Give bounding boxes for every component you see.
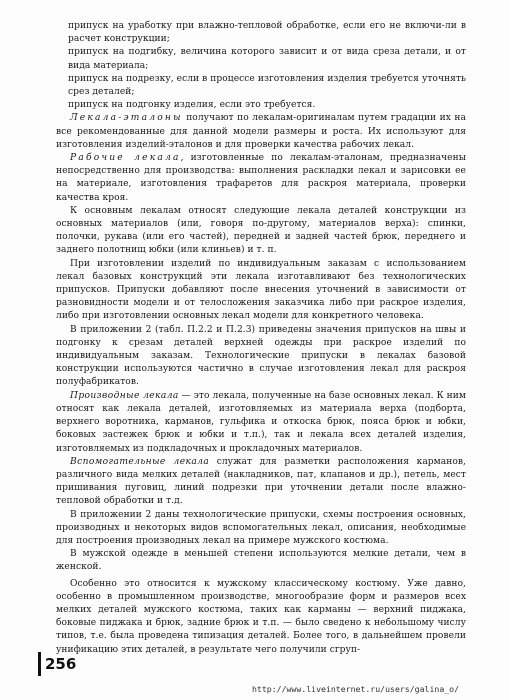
- paragraph: [56, 258, 466, 324]
- page-number: [38, 652, 76, 676]
- paragraph-lead-term: Производные лекала: [70, 390, 179, 401]
- paragraph-text: , изготовленные по лекалам-эталонам, предназначены непосредственно для производства: выполнения раскладки лекал и зарисовки ее на материале, изготовления трафаретов для раскроя материала, проверки качества кроя.: [56, 153, 467, 203]
- paragraph-text: — это лекала, полученные на базе основных лекал. К ним относят как лекала деталей, изготовляемых из материала верха (подборта, верхнего воротника, карманов, гульфика и откоска брюк, пояса брюк и юбки, боковых застежек брюк и юбки и т.п.), так и лекала всех деталей изделия, изготовляемых из подкладочных и прокладочных материалов.: [56, 390, 466, 454]
- paragraph-text: припуск на уработку при влажно-тепловой обработке, если его не включи-ли в расчет конструкции;: [68, 21, 466, 45]
- paragraph-text: В мужской одежде в меньшей степени используются мелкие детали, чем в женской.: [56, 549, 466, 573]
- paragraph: [56, 390, 466, 456]
- paragraph-text: припуск на подрезку, если в процессе изготовления изделия требуется уточнять срез деталей;: [68, 73, 466, 98]
- page-number-text: 256: [45, 655, 77, 673]
- paragraph-text: В приложении 2 (табл. П.2.2 и П.2.3) приведены значения припусков на швы и подгонку к срезам деталей верхней одежды при раскрое изделий по индивидуальным заказам. Технологические припуски в лекалах базовой конструкции используются частично в случае изготовления лекал для раскроя полуфабрикатов.: [56, 324, 466, 388]
- paragraph-text: получают по лекалам-оригиналам путем градации их на все рекомендованные для данной модели размеры и роста. Их используют для изготовления изделий-эталонов и для проверки качества рабочих лекал.: [56, 113, 466, 150]
- paragraph-text: припуск на подгонку изделия, если это требуется.: [68, 100, 316, 111]
- page-number-bar: [38, 652, 41, 676]
- paragraph: [56, 99, 466, 112]
- paragraph: [56, 73, 466, 99]
- paragraph: [56, 578, 466, 657]
- paragraph-lead-term: Вспомогательные лекала: [70, 456, 210, 467]
- paragraph-lead-term: Рабочие лекала: [70, 153, 181, 164]
- paragraph-text: служат для разметки расположения карманов, различного вида мелких деталей (накладников, пат, клапанов и др.), петель, мест пришивания пуговиц, линий подрезки при уточнении детали после влажно-тепловой обработки и т.д.: [56, 456, 467, 507]
- paragraph: [56, 20, 466, 46]
- paragraph: [56, 152, 466, 205]
- paragraph-text: В приложении 2 даны технологические припуски, схемы построения основных, производных и некоторых видов вспомогательных лекал, описания, необходимые для построения производных лекал на примере мужского костюма.: [56, 509, 466, 546]
- paragraph: [56, 46, 466, 72]
- paragraph-text: К основным лекалам относят следующие лекала деталей конструкции из основных материалов (или, говоря по-другому, материалов верха): спинки, полочки, рукава (или его частей), передней и задней частей брюк, переднего и заднего полотнищ юбки (или клиньев) и т. п.: [56, 205, 466, 256]
- paragraph: [56, 205, 466, 258]
- paragraph: [56, 509, 466, 549]
- paragraph: [56, 456, 466, 509]
- paragraph: [56, 548, 466, 574]
- paragraph-lead-term: Лекала-эталоны: [70, 113, 183, 124]
- paragraph-text: Особенно это относится к мужскому классическому костюму. Уже давно, особенно в промышленном производстве, многообразие форм и размеров всех мелких деталей мужского костюма, таких как карманы — верхний пиджака, боковые пиджака и брюк, задние брюк и т.п. — было сведено к небольшому числу типов, т.е. была проведена типизация деталей. Более того, в дальнейшем провели унификацию этих деталей, в результате чего получили сгруп-: [56, 578, 466, 655]
- footer-url: http://www.liveinternet.ru/users/galina_o/: [252, 684, 460, 694]
- paragraph: [56, 112, 466, 152]
- body-text: [56, 20, 466, 657]
- paragraph-text: припуск на подгибку, величина которого зависит и от вида среза детали, и от вида материала;: [68, 47, 466, 71]
- paragraph: [56, 324, 466, 390]
- paragraph-text: При изготовлении изделий по индивидуальным заказам с использованием лекал базовых конструкций эти лекала изготавливают без технологических припусков. Припуски добавляют после внесения уточнений в зависимости от разновидности модели и от телосложения заказчика либо при раскрое изделия, либо при изготовлении основных лекал модели для конкретного человека.: [56, 258, 466, 322]
